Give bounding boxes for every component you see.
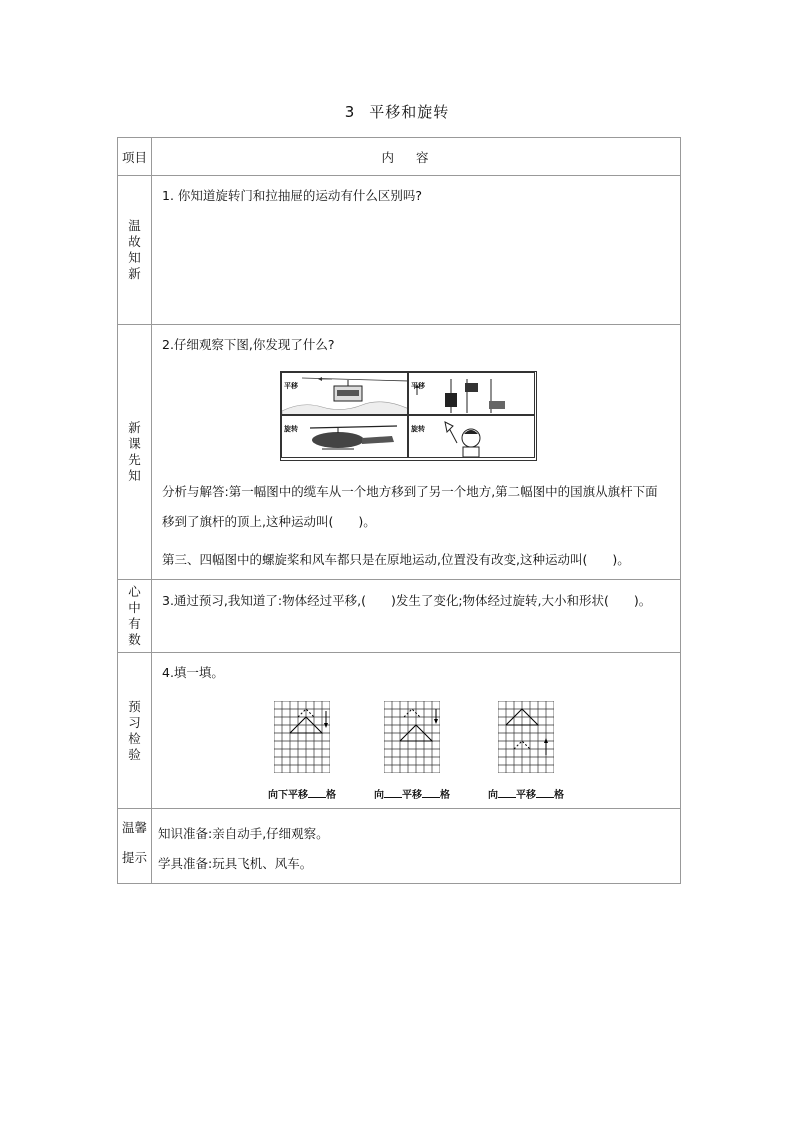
answer-blank[interactable] [384, 797, 402, 798]
tips-row [118, 809, 681, 884]
grid-figure [498, 701, 554, 773]
newlesson-label: 新课先知 [128, 420, 141, 483]
windmill-panel [408, 415, 535, 458]
review-question: 1. 你知道旋转门和拉抽屉的运动有什么区别吗? [162, 188, 423, 203]
flag-panel [408, 372, 535, 415]
page-title [0, 101, 794, 122]
newlesson-row [118, 325, 681, 580]
grid-exercise [374, 701, 450, 808]
tips-knowledge: 知识准备:亲自动手,仔细观察。 [158, 826, 329, 841]
grid-caption: 向 平移 格 [488, 790, 564, 801]
lesson-title: 平移和旋转 [369, 103, 450, 121]
tips-label-2: 提示 [121, 850, 147, 865]
grid-exercises [162, 701, 670, 808]
panel-label: 平移 [284, 382, 298, 390]
answer-blank[interactable] [536, 797, 554, 798]
flag-image [409, 373, 535, 415]
answer-rotation: 第三、四幅图中的螺旋桨和风车都只是在原地运动,位置没有改变,这种运动叫( )。 [162, 552, 630, 567]
tips-tools: 学具准备:玩具飞机、风车。 [158, 856, 313, 871]
answer-blank[interactable] [422, 797, 440, 798]
check-question: 4.填一填。 [162, 665, 224, 680]
grid-figure [274, 701, 330, 773]
answer-translation: 分析与解答:第一幅图中的缆车从一个地方移到了另一个地方,第二幅图中的国旗从旗杆下面移到了旗杆的顶上,这种运动叫( )。 [162, 484, 658, 529]
panel-label: 旋转 [411, 425, 425, 433]
helicopter-image [282, 416, 408, 458]
tips-label-1: 温馨 [121, 820, 147, 835]
mind-text: 3.通过预习,我知道了:物体经过平移,( )发生了变化;物体经过旋转,大小和形状( )。 [162, 593, 652, 608]
answer-blank[interactable] [498, 797, 516, 798]
mind-label: 心中有数 [128, 584, 141, 647]
cable-car-panel [281, 372, 408, 415]
grid-exercise [268, 701, 336, 808]
header-content-label: 内容 [152, 138, 681, 176]
windmill-image [409, 416, 535, 458]
grid-caption: 向 平移 格 [374, 790, 450, 801]
lesson-number: 3 [344, 103, 356, 121]
newlesson-question: 2.仔细观察下图,你发现了什么? [162, 337, 335, 352]
grid-caption: 向下平移 格 [268, 790, 336, 801]
grid-figure [384, 701, 440, 773]
answer-blank[interactable] [308, 797, 326, 798]
grid-exercise [488, 701, 564, 808]
review-row [118, 176, 681, 325]
panel-label: 旋转 [284, 425, 298, 433]
cable-car-image [282, 373, 408, 415]
helicopter-panel [281, 415, 408, 458]
mind-row [118, 580, 681, 653]
motion-figure [280, 371, 537, 461]
check-label: 预习检验 [128, 698, 141, 762]
table-header-row [118, 138, 681, 176]
check-row [118, 653, 681, 809]
header-item-label: 项目 [118, 138, 152, 176]
panel-label: 平移 [411, 382, 425, 390]
lesson-table [117, 137, 681, 884]
review-label: 温故知新 [128, 218, 141, 281]
